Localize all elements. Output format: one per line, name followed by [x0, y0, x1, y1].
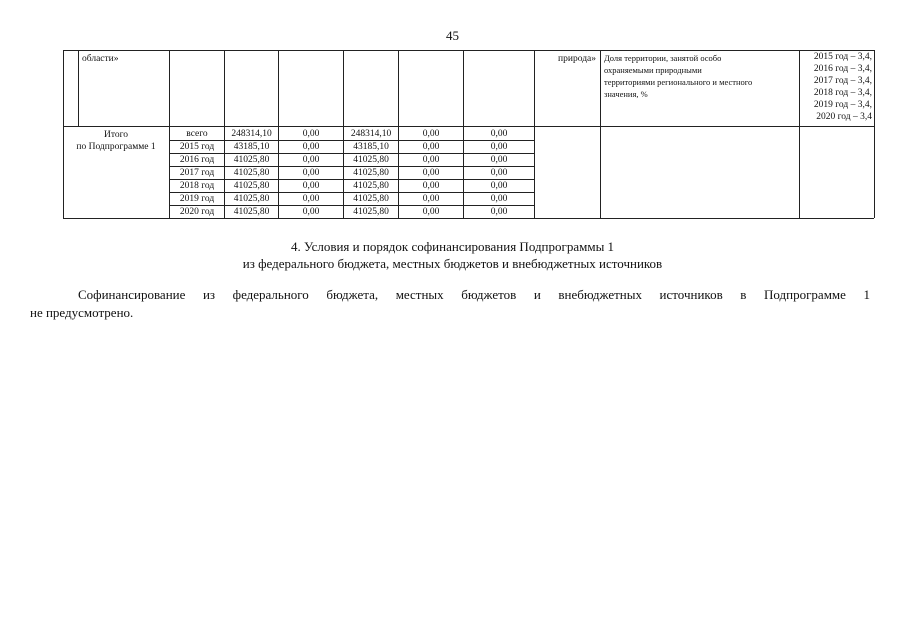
value-cell: 0,00	[490, 194, 508, 204]
value-cell: 0,00	[302, 194, 320, 204]
table-column-divider	[534, 50, 535, 218]
indicator-name-line: Доля территории, занятой особо	[604, 53, 722, 63]
value-cell: 248314,10	[350, 129, 392, 139]
period-cell: 2016 год	[179, 155, 215, 165]
target-value: 2020 год – 3,4	[816, 112, 872, 122]
value-cell: 0,00	[302, 142, 320, 152]
totals-label: по Подпрограмме 1	[76, 142, 156, 152]
table-bottom-border	[63, 218, 874, 219]
period-cell: 2020 год	[179, 207, 215, 217]
target-value: 2017 год – 3,4,	[813, 76, 872, 86]
value-cell: 0,00	[302, 129, 320, 139]
value-cell: 0,00	[490, 142, 508, 152]
period-cell: всего	[186, 129, 208, 139]
value-cell: 41025,80	[233, 168, 270, 178]
value-cell: 41025,80	[233, 155, 270, 165]
value-cell: 0,00	[490, 155, 508, 165]
table-column-divider	[78, 50, 79, 126]
page-number: 45	[446, 28, 459, 43]
value-cell: 0,00	[490, 181, 508, 191]
period-cell: 2018 год	[179, 181, 215, 191]
target-value: 2015 год – 3,4,	[813, 52, 872, 62]
body-paragraph: не предусмотрено.	[30, 305, 134, 320]
value-cell: 41025,80	[233, 181, 270, 191]
value-cell: 0,00	[422, 142, 440, 152]
value-cell: 0,00	[490, 129, 508, 139]
value-cell: 0,00	[302, 181, 320, 191]
value-cell: 0,00	[490, 168, 508, 178]
table-row-divider	[63, 126, 874, 127]
value-cell: 41025,80	[353, 181, 389, 191]
value-cell: 0,00	[422, 181, 440, 191]
indicator-name-line: значения, %	[604, 89, 648, 99]
value-cell: 43185,10	[233, 142, 270, 152]
table-column-divider	[600, 50, 601, 218]
section-heading: 4. Условия и порядок софинансирования Подпрограммы 1	[290, 239, 615, 254]
indicator-name-line: территориями регионального и местного	[604, 77, 753, 87]
table-top-border	[63, 50, 874, 51]
value-cell: 41025,80	[353, 207, 389, 217]
period-cell: 2017 год	[179, 168, 215, 178]
table-right-border	[874, 50, 875, 218]
value-cell: 41025,80	[233, 207, 270, 217]
value-cell: 0,00	[302, 168, 320, 178]
value-cell: 41025,80	[353, 194, 389, 204]
target-value: 2019 год – 3,4,	[813, 100, 872, 110]
indicator-name-line: охраняемыми природными	[604, 65, 702, 75]
value-cell: 0,00	[490, 207, 508, 217]
period-cell: 2015 год	[179, 142, 215, 152]
target-value: 2018 год – 3,4,	[813, 88, 872, 98]
region-cell: области»	[82, 54, 119, 64]
target-value: 2016 год – 3,4,	[813, 64, 872, 74]
value-cell: 0,00	[422, 207, 440, 217]
totals-label: Итого	[103, 130, 129, 140]
value-cell: 41025,80	[233, 194, 270, 204]
value-cell: 0,00	[422, 155, 440, 165]
value-cell: 248314,10	[231, 129, 272, 139]
period-cell: 2019 год	[179, 194, 215, 204]
value-cell: 41025,80	[353, 168, 389, 178]
value-cell: 41025,80	[353, 155, 389, 165]
value-cell: 0,00	[422, 168, 440, 178]
value-cell: 43185,10	[353, 142, 389, 152]
value-cell: 0,00	[302, 155, 320, 165]
value-cell: 0,00	[422, 129, 440, 139]
body-paragraph: Софинансирование из федерального бюджета, местных бюджетов и внебюджетных источников в Подпрограмме 1	[78, 287, 870, 302]
indicator-type-cell: природа»	[558, 54, 596, 64]
value-cell: 0,00	[422, 194, 440, 204]
value-cell: 0,00	[302, 207, 320, 217]
section-heading: из федерального бюджета, местных бюджетов и внебюджетных источников	[242, 256, 663, 271]
